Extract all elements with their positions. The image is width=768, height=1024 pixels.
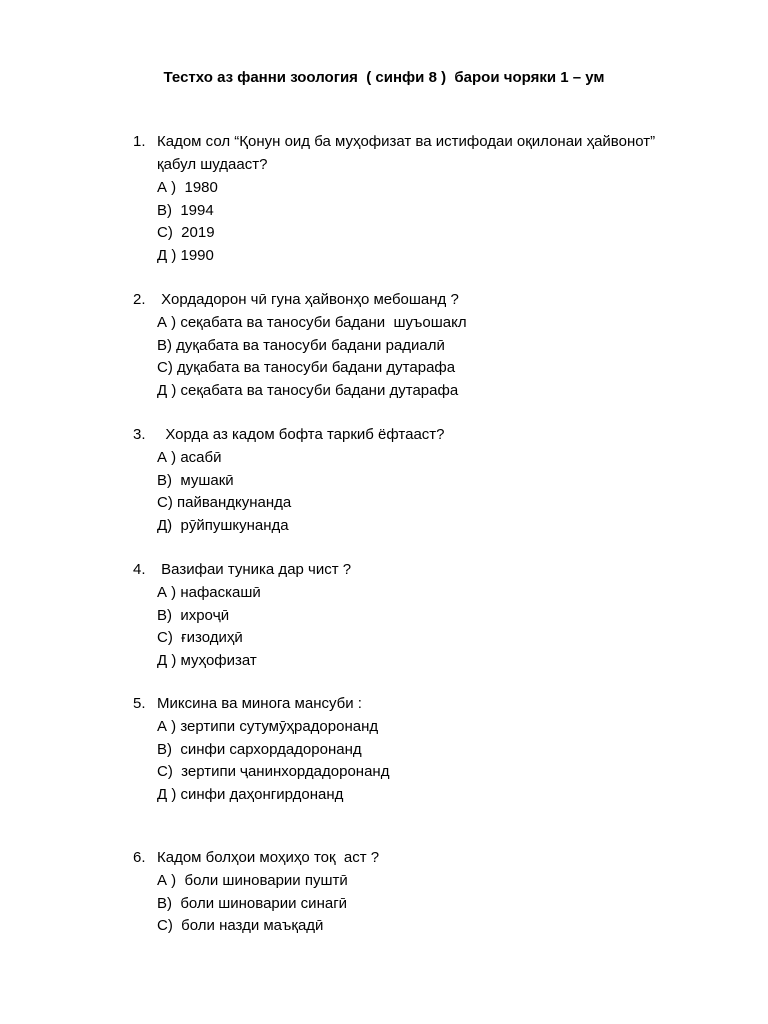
answer-option: С) боли назди маъқадӣ	[157, 917, 324, 934]
question-number: 5.	[133, 695, 146, 712]
question-3	[0, 426, 768, 539]
answer-option: А ) нафаскашӣ	[157, 584, 261, 601]
question-text: Миксина ва минога мансуби :	[157, 695, 362, 712]
answer-option: С) 2019	[157, 224, 215, 241]
question-5	[0, 695, 768, 808]
question-2	[0, 291, 768, 404]
question-text: Вазифаи туника дар чист ?	[157, 561, 352, 578]
answer-option: Д ) 1990	[157, 246, 214, 264]
question-text: Кадом болҳои моҳиҳо тоқ аст ?	[157, 849, 380, 866]
answer-option: А ) сеқабата ва таносуби бадани шуъошакл	[157, 314, 467, 331]
answer-option: В) синфи сархордадоронанд	[157, 740, 362, 758]
answer-option: А ) асабӣ	[157, 449, 222, 466]
page-title: Тестхо аз фанни зоология ( синфи 8 ) барои чоряки 1 – ум	[163, 69, 605, 86]
question-4	[0, 561, 768, 674]
question-text: Хорда аз кадом бофта таркиб ёфтааст?	[157, 426, 445, 443]
answer-option: В) ихроҷӣ	[157, 606, 230, 624]
answer-option: А ) боли шиноварии пуштӣ	[157, 872, 348, 889]
answer-option: В) боли шиноварии синагӣ	[157, 894, 348, 912]
answer-option: С) пайвандкунанда	[157, 494, 292, 511]
question-text: Кадом сол “Қонун оид ба муҳофизат ва истифодаи оқилонаи ҳайвонот”	[157, 133, 656, 150]
question-text-continued: қабул шудааст?	[157, 156, 268, 173]
question-number: 2.	[133, 291, 146, 308]
answer-option: С) ғизодиҳӣ	[157, 629, 243, 646]
question-6	[0, 849, 768, 940]
answer-option: С) зертипи ҷанинхордадоронанд	[157, 763, 390, 780]
answer-option: Д) рӯйпушкунанда	[157, 516, 289, 534]
question-number: 1.	[133, 133, 146, 150]
answer-option: Д ) сеқабата ва таносуби бадани дутарафа	[157, 381, 459, 399]
answer-option: Д ) муҳофизат	[157, 651, 257, 669]
answer-option: С) дуқабата ва таносуби бадани дутарафа	[157, 359, 456, 376]
question-text: Хордадорон чӣ гуна ҳайвонҳо мебошанд ?	[157, 291, 459, 308]
answer-option: А ) 1980	[157, 179, 218, 196]
answer-option: А ) зертипи сутумӯҳрадоронанд	[157, 718, 379, 735]
answer-option: В) дуқабата ва таносуби бадани радиалӣ	[157, 336, 445, 354]
question-number: 6.	[133, 849, 146, 866]
answer-option: Д ) синфи даҳонгирдонанд	[157, 785, 344, 803]
answer-option: В) 1994	[157, 201, 214, 219]
question-1	[0, 133, 768, 269]
answer-option: В) мушакӣ	[157, 471, 234, 489]
question-number: 3.	[133, 426, 146, 443]
question-number: 4.	[133, 561, 146, 578]
